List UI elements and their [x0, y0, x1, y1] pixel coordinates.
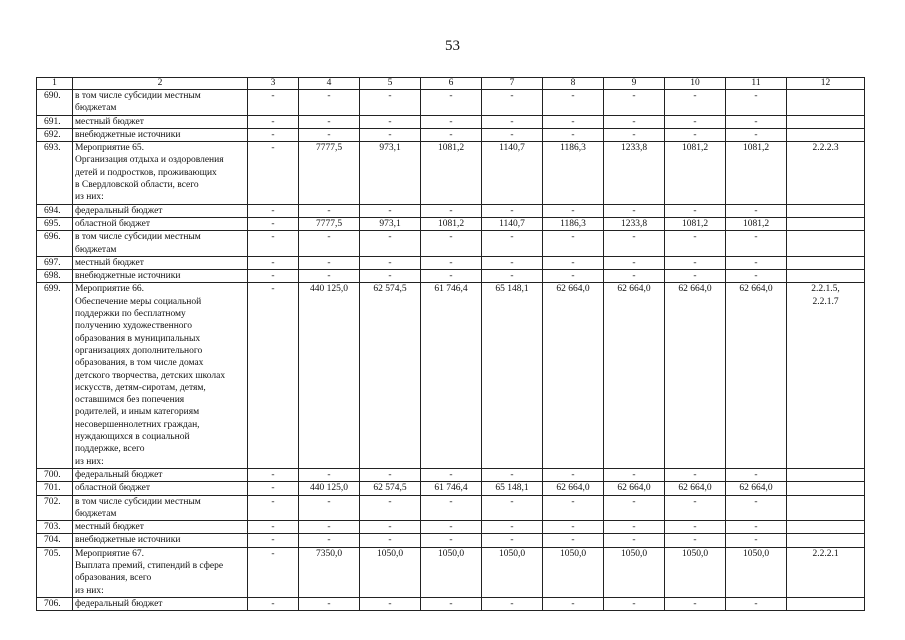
value-col-11: - — [726, 495, 787, 521]
value-col-6: - — [421, 115, 482, 128]
column-header-7: 7 — [482, 78, 543, 90]
value-col-6: - — [421, 231, 482, 257]
value-col-11: - — [726, 256, 787, 269]
row-number: 701. — [37, 482, 73, 495]
target-code — [787, 482, 865, 495]
value-col-5: - — [360, 128, 421, 141]
value-col-4: - — [299, 204, 360, 217]
table-row — [37, 482, 865, 495]
row-number: 706. — [37, 597, 73, 610]
value-col-5: - — [360, 90, 421, 116]
table-header-row — [37, 78, 865, 90]
table-row — [37, 115, 865, 128]
description-line: оставшимся без попечения — [75, 395, 185, 406]
description-line: детского творчества, детских школах — [75, 370, 226, 381]
table-row — [37, 142, 865, 204]
value-col-7: - — [482, 534, 543, 547]
target-code — [787, 128, 865, 141]
column-header-6: 6 — [421, 78, 482, 90]
table-row — [37, 270, 865, 283]
description-line: внебюджетные источники — [75, 535, 181, 546]
table-row — [37, 231, 865, 257]
value-col-6: - — [421, 90, 482, 116]
value-col-11: - — [726, 115, 787, 128]
value-col-7: - — [482, 204, 543, 217]
value-col-5: 1050,0 — [360, 547, 421, 597]
value-col-5: 62 574,5 — [360, 482, 421, 495]
value-col-9: - — [604, 495, 665, 521]
description-line: из них: — [75, 456, 104, 467]
row-number: 703. — [37, 521, 73, 534]
value-col-6: 1081,2 — [421, 142, 482, 204]
value-col-9: - — [604, 597, 665, 610]
value-col-4: - — [299, 495, 360, 521]
target-code — [787, 142, 865, 204]
row-description — [73, 231, 248, 257]
target-code-line: 2.2.1.5, — [811, 284, 840, 295]
value-col-11: 1081,2 — [726, 217, 787, 230]
value-col-10: 1081,2 — [665, 217, 726, 230]
description-line: в Свердловской области, всего — [75, 180, 199, 191]
value-col-10: - — [665, 534, 726, 547]
target-code — [787, 231, 865, 257]
description-line: образования, в том числе домах — [75, 358, 204, 369]
value-col-7: - — [482, 468, 543, 481]
value-col-6: - — [421, 534, 482, 547]
table-row — [37, 283, 865, 468]
row-description — [73, 217, 248, 230]
value-col-7: 1140,7 — [482, 142, 543, 204]
value-col-9: 1233,8 — [604, 142, 665, 204]
description-line: поддержки по бесплатному — [75, 309, 186, 320]
description-line: областной бюджет — [75, 218, 151, 229]
row-number: 698. — [37, 270, 73, 283]
value-col-6: - — [421, 204, 482, 217]
value-col-7: 65 148,1 — [482, 482, 543, 495]
value-col-3: - — [248, 534, 299, 547]
value-col-8: - — [543, 597, 604, 610]
row-description — [73, 482, 248, 495]
value-col-11: 1050,0 — [726, 547, 787, 597]
value-col-6: - — [421, 495, 482, 521]
value-col-5: 973,1 — [360, 142, 421, 204]
value-col-9: - — [604, 534, 665, 547]
row-number: 697. — [37, 256, 73, 269]
value-col-11: 62 664,0 — [726, 482, 787, 495]
value-col-6: 61 746,4 — [421, 482, 482, 495]
value-col-10: 1081,2 — [665, 142, 726, 204]
column-header-2: 2 — [73, 78, 248, 90]
target-code — [787, 115, 865, 128]
value-col-10: 62 664,0 — [665, 283, 726, 468]
value-col-4: - — [299, 270, 360, 283]
value-col-8: - — [543, 521, 604, 534]
target-code — [787, 521, 865, 534]
value-col-4: - — [299, 128, 360, 141]
column-header-5: 5 — [360, 78, 421, 90]
row-number: 693. — [37, 142, 73, 204]
table-row — [37, 597, 865, 610]
value-col-8: 1186,3 — [543, 217, 604, 230]
row-number: 702. — [37, 495, 73, 521]
value-col-10: - — [665, 597, 726, 610]
row-description — [73, 204, 248, 217]
row-number: 696. — [37, 231, 73, 257]
value-col-7: - — [482, 115, 543, 128]
value-col-9: - — [604, 521, 665, 534]
value-col-3: - — [248, 217, 299, 230]
value-col-4: 7777,5 — [299, 142, 360, 204]
value-col-8: - — [543, 128, 604, 141]
row-number: 695. — [37, 217, 73, 230]
budget-table — [36, 77, 865, 611]
row-number: 692. — [37, 128, 73, 141]
value-col-5: - — [360, 495, 421, 521]
value-col-8: 1186,3 — [543, 142, 604, 204]
value-col-8: - — [543, 115, 604, 128]
row-description — [73, 468, 248, 481]
value-col-9: 1233,8 — [604, 217, 665, 230]
target-code-line: 2.2.2.3 — [812, 143, 839, 154]
value-col-4: - — [299, 534, 360, 547]
row-description — [73, 283, 248, 468]
description-line: получению художественного — [75, 321, 192, 332]
value-col-4: - — [299, 90, 360, 116]
value-col-3: - — [248, 597, 299, 610]
target-code — [787, 204, 865, 217]
value-col-8: 62 664,0 — [543, 283, 604, 468]
value-col-4: 7350,0 — [299, 547, 360, 597]
value-col-10: 1050,0 — [665, 547, 726, 597]
column-header-4: 4 — [299, 78, 360, 90]
value-col-8: - — [543, 270, 604, 283]
value-col-4: - — [299, 468, 360, 481]
target-code — [787, 495, 865, 521]
value-col-3: - — [248, 115, 299, 128]
row-description — [73, 115, 248, 128]
value-col-8: - — [543, 90, 604, 116]
value-col-7: 1140,7 — [482, 217, 543, 230]
value-col-8: 1050,0 — [543, 547, 604, 597]
table-row — [37, 534, 865, 547]
value-col-4: - — [299, 231, 360, 257]
value-col-3: - — [248, 495, 299, 521]
row-description — [73, 256, 248, 269]
value-col-9: 62 664,0 — [604, 482, 665, 495]
value-col-7: - — [482, 231, 543, 257]
target-code — [787, 468, 865, 481]
value-col-11: 1081,2 — [726, 142, 787, 204]
value-col-11: - — [726, 521, 787, 534]
value-col-9: - — [604, 270, 665, 283]
description-line: Выплата премий, стипендий в сфере — [75, 560, 224, 571]
value-col-5: - — [360, 270, 421, 283]
value-col-9: - — [604, 231, 665, 257]
value-col-6: - — [421, 128, 482, 141]
description-line: нуждающихся в социальной — [75, 432, 190, 443]
value-col-7: - — [482, 90, 543, 116]
value-col-4: 440 125,0 — [299, 283, 360, 468]
row-description — [73, 495, 248, 521]
value-col-8: - — [543, 468, 604, 481]
value-col-3: - — [248, 90, 299, 116]
value-col-10: - — [665, 468, 726, 481]
row-description — [73, 90, 248, 116]
description-line: детей и подростков, проживающих — [75, 167, 217, 178]
description-line: Мероприятие 66. — [75, 284, 145, 295]
value-col-5: - — [360, 204, 421, 217]
description-line: образования, всего — [75, 573, 152, 584]
value-col-5: - — [360, 521, 421, 534]
column-header-8: 8 — [543, 78, 604, 90]
value-col-7: - — [482, 521, 543, 534]
description-line: поддержке, всего — [75, 444, 145, 455]
value-col-10: - — [665, 115, 726, 128]
table-row — [37, 495, 865, 521]
value-col-9: 1050,0 — [604, 547, 665, 597]
description-line: из них: — [75, 585, 104, 596]
table-row — [37, 217, 865, 230]
value-col-3: - — [248, 231, 299, 257]
value-col-3: - — [248, 256, 299, 269]
value-col-9: - — [604, 115, 665, 128]
value-col-11: - — [726, 231, 787, 257]
value-col-11: - — [726, 90, 787, 116]
row-description — [73, 547, 248, 597]
value-col-5: 973,1 — [360, 217, 421, 230]
description-line: областной бюджет — [75, 483, 151, 494]
value-col-7: - — [482, 270, 543, 283]
value-col-3: - — [248, 521, 299, 534]
row-description — [73, 142, 248, 204]
value-col-8: - — [543, 256, 604, 269]
description-line: федеральный бюджет — [75, 469, 163, 480]
row-number: 690. — [37, 90, 73, 116]
description-line: организациях дополнительного — [75, 345, 203, 356]
value-col-7: - — [482, 256, 543, 269]
description-line: бюджетам — [75, 244, 117, 255]
description-line: бюджетам — [75, 508, 117, 519]
description-line: местный бюджет — [75, 522, 144, 533]
value-col-8: - — [543, 231, 604, 257]
row-number: 704. — [37, 534, 73, 547]
value-col-10: - — [665, 270, 726, 283]
column-header-9: 9 — [604, 78, 665, 90]
value-col-3: - — [248, 283, 299, 468]
value-col-11: - — [726, 128, 787, 141]
row-number: 694. — [37, 204, 73, 217]
value-col-11: - — [726, 270, 787, 283]
value-col-9: - — [604, 256, 665, 269]
value-col-6: - — [421, 597, 482, 610]
value-col-5: - — [360, 256, 421, 269]
value-col-6: - — [421, 256, 482, 269]
table-row — [37, 256, 865, 269]
value-col-5: - — [360, 597, 421, 610]
value-col-10: - — [665, 495, 726, 521]
value-col-7: 65 148,1 — [482, 283, 543, 468]
target-code — [787, 270, 865, 283]
target-code — [787, 597, 865, 610]
column-header-11: 11 — [726, 78, 787, 90]
description-line: федеральный бюджет — [75, 598, 163, 609]
value-col-6: 1050,0 — [421, 547, 482, 597]
value-col-4: 7777,5 — [299, 217, 360, 230]
column-header-3: 3 — [248, 78, 299, 90]
value-col-10: - — [665, 256, 726, 269]
value-col-11: 62 664,0 — [726, 283, 787, 468]
table-row — [37, 204, 865, 217]
value-col-11: - — [726, 468, 787, 481]
value-col-3: - — [248, 468, 299, 481]
value-col-3: - — [248, 482, 299, 495]
row-number: 699. — [37, 283, 73, 468]
description-line: Мероприятие 67. — [75, 548, 145, 559]
value-col-5: - — [360, 468, 421, 481]
value-col-10: - — [665, 128, 726, 141]
description-line: в том числе субсидии местным — [75, 91, 201, 101]
description-line: Мероприятие 65. — [75, 143, 145, 154]
value-col-4: - — [299, 597, 360, 610]
target-code — [787, 283, 865, 468]
value-col-4: - — [299, 115, 360, 128]
target-code — [787, 90, 865, 116]
value-col-6: 61 746,4 — [421, 283, 482, 468]
value-col-4: 440 125,0 — [299, 482, 360, 495]
value-col-6: - — [421, 521, 482, 534]
description-line: в том числе субсидии местным — [75, 232, 201, 243]
row-description — [73, 270, 248, 283]
value-col-3: - — [248, 270, 299, 283]
value-col-6: - — [421, 270, 482, 283]
value-col-3: - — [248, 547, 299, 597]
description-line: Организация отдыха и оздоровления — [75, 155, 224, 166]
value-col-5: - — [360, 115, 421, 128]
target-code-line: 2.2.2.1 — [812, 548, 839, 559]
target-code — [787, 217, 865, 230]
value-col-3: - — [248, 128, 299, 141]
value-col-10: - — [665, 231, 726, 257]
value-col-9: - — [604, 468, 665, 481]
value-col-9: 62 664,0 — [604, 283, 665, 468]
target-code — [787, 534, 865, 547]
description-line: бюджетам — [75, 103, 117, 114]
value-col-8: - — [543, 204, 604, 217]
value-col-10: - — [665, 521, 726, 534]
table-row — [37, 128, 865, 141]
value-col-8: 62 664,0 — [543, 482, 604, 495]
column-header-10: 10 — [665, 78, 726, 90]
value-col-3: - — [248, 204, 299, 217]
value-col-9: - — [604, 204, 665, 217]
table-row — [37, 468, 865, 481]
value-col-11: - — [726, 597, 787, 610]
value-col-4: - — [299, 256, 360, 269]
value-col-6: 1081,2 — [421, 217, 482, 230]
value-col-4: - — [299, 521, 360, 534]
target-code — [787, 547, 865, 597]
description-line: искусств, детям-сиротам, детям, — [75, 382, 206, 393]
row-number: 705. — [37, 547, 73, 597]
row-description — [73, 521, 248, 534]
description-line: федеральный бюджет — [75, 205, 163, 216]
value-col-10: 62 664,0 — [665, 482, 726, 495]
description-line: из них: — [75, 192, 104, 203]
value-col-10: - — [665, 90, 726, 116]
row-description — [73, 597, 248, 610]
value-col-3: - — [248, 142, 299, 204]
description-line: внебюджетные источники — [75, 271, 181, 282]
value-col-8: - — [543, 534, 604, 547]
column-header-1: 1 — [37, 78, 73, 90]
row-number: 700. — [37, 468, 73, 481]
target-code — [787, 256, 865, 269]
row-description — [73, 534, 248, 547]
value-col-5: - — [360, 534, 421, 547]
description-line: образования в муниципальных — [75, 333, 201, 344]
description-line: местный бюджет — [75, 116, 144, 127]
value-col-7: - — [482, 597, 543, 610]
row-number: 691. — [37, 115, 73, 128]
target-code-line: 2.2.1.7 — [812, 296, 839, 307]
value-col-11: - — [726, 534, 787, 547]
description-line: несовершеннолетних граждан, — [75, 419, 200, 430]
value-col-5: 62 574,5 — [360, 283, 421, 468]
value-col-9: - — [604, 128, 665, 141]
description-line: родителей, и иным категориям — [75, 407, 200, 418]
row-description — [73, 128, 248, 141]
value-col-7: 1050,0 — [482, 547, 543, 597]
description-line: внебюджетные источники — [75, 129, 181, 140]
description-line: местный бюджет — [75, 257, 144, 268]
value-col-7: - — [482, 128, 543, 141]
value-col-7: - — [482, 495, 543, 521]
value-col-11: - — [726, 204, 787, 217]
value-col-5: - — [360, 231, 421, 257]
value-col-8: - — [543, 495, 604, 521]
value-col-9: - — [604, 90, 665, 116]
description-line: Обеспечение меры социальной — [75, 296, 202, 307]
table-row — [37, 90, 865, 116]
table-row — [37, 547, 865, 597]
page-number: 53 — [445, 38, 460, 54]
description-line: в том числе субсидии местным — [75, 496, 201, 507]
value-col-6: - — [421, 468, 482, 481]
column-header-12: 12 — [787, 78, 865, 90]
value-col-10: - — [665, 204, 726, 217]
table-row — [37, 521, 865, 534]
